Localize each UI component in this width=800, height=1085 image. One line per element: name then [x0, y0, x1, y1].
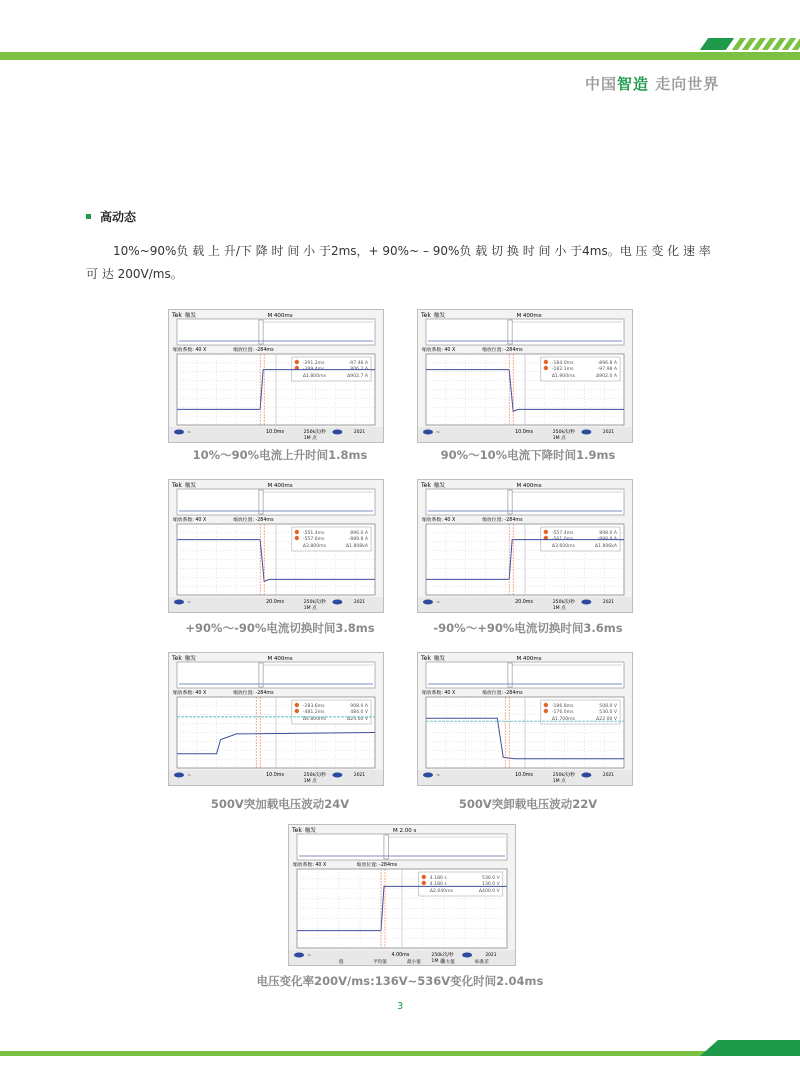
figure-caption: 500V突加载电压波动24V — [210, 797, 350, 811]
cursor-a-icon — [544, 360, 548, 364]
time-per-division: 10.0ms — [515, 430, 533, 435]
coupling-symbol: ~ — [307, 953, 312, 959]
oscilloscope-figure-large — [288, 824, 516, 966]
time-per-division: 10.0ms — [266, 773, 284, 778]
record-length: 1M 点 — [552, 606, 566, 611]
cursor-b-value: -97.98 A — [597, 367, 618, 372]
zoom-position-label: 缩放位置: -284ms — [356, 863, 398, 868]
scope-brand: Tek — [172, 312, 182, 319]
cursor-b-value: -898.8 A — [597, 537, 618, 542]
cursor-delta-value: Δ1.806kA — [594, 544, 618, 549]
figure-caption: -90%～+90%电流切换时间3.6ms — [433, 621, 623, 635]
cursor-a-time: -291.2ms — [302, 361, 325, 366]
cursor-a-icon — [544, 530, 548, 534]
cursor-a-value: 536.0 V — [482, 876, 500, 881]
slogan-part1: 中国 — [585, 75, 618, 93]
cursor-b-value: 136.0 V — [482, 882, 500, 887]
sample-rate: 250k次/秒 — [552, 773, 575, 778]
slogan — [585, 73, 719, 94]
scope-status: 触发 — [185, 313, 197, 319]
channel-1-icon — [174, 600, 184, 605]
measurement-stat-label: 最大值 — [441, 960, 455, 965]
trigger-source-icon — [462, 953, 472, 958]
cursor-a-icon — [295, 360, 299, 364]
zoom-factor-label: 缩放系数: 40 X — [173, 691, 207, 696]
cursor-b-icon — [544, 366, 548, 370]
timestamp: 2021 — [353, 430, 366, 435]
oscilloscope-screen — [289, 825, 515, 965]
oscilloscope-figure — [168, 652, 384, 786]
measurement-stat-label: 标准差 — [475, 960, 489, 965]
zoom-factor-label: 缩放系数: 40 X — [422, 518, 456, 523]
cursor-a-time: -557.4ms — [551, 531, 574, 536]
scope-brand: Tek — [421, 655, 431, 662]
channel-1-icon — [174, 430, 184, 435]
timestamp: 2021 — [602, 430, 615, 435]
trigger-source-icon — [332, 773, 342, 778]
scope-trigger-label: M 400ms — [267, 483, 293, 489]
oscilloscope-figure — [417, 479, 633, 613]
timestamp: 2021 — [602, 773, 615, 778]
channel-1-icon — [423, 773, 433, 778]
scope-brand: Tek — [172, 655, 182, 662]
time-per-division: 4.00ms — [391, 953, 410, 958]
cursor-b-value: 806.2 A — [350, 367, 369, 372]
channel-1-icon — [294, 953, 304, 958]
cursor-a-value: 898.0 A — [599, 531, 618, 536]
timestamp: 2021 — [353, 773, 366, 778]
page-number: 3 — [396, 1001, 404, 1012]
cursor-a-value: -896.8 A — [597, 361, 618, 366]
cursor-delta-time: Δ2.040ms — [429, 889, 453, 894]
coupling-symbol: ~ — [436, 773, 441, 779]
cursor-b-value: -889.8 A — [348, 537, 369, 542]
trigger-source-icon — [581, 430, 591, 435]
scope-trigger-label: M 400ms — [516, 483, 542, 489]
scope-status: 触发 — [185, 483, 197, 489]
zoom-factor-label: 缩放系数: 40 X — [293, 863, 327, 868]
cursor-b-time: -557.6ms — [302, 537, 325, 542]
timestamp: 2021 — [602, 600, 615, 605]
oscilloscope-screen — [418, 653, 632, 785]
cursor-a-value: 896.0 A — [350, 531, 369, 536]
record-length: 1M 点 — [303, 779, 317, 784]
zoom-position-label: 缩放位置: -284ms — [233, 691, 274, 696]
record-length: 1M 点 — [431, 959, 445, 964]
oscilloscope-screen — [418, 480, 632, 612]
cursor-delta-time: Δ3.800ms — [302, 544, 327, 549]
zoom-position-label: 缩放位置: -284ms — [233, 518, 274, 523]
coupling-symbol: ~ — [436, 430, 441, 436]
record-length: 1M 点 — [552, 779, 566, 784]
footer-band — [0, 1051, 712, 1056]
channel-1-icon — [423, 600, 433, 605]
cursor-b-icon — [295, 709, 299, 713]
oscilloscope-screen — [169, 480, 383, 612]
cursor-a-time: -184.0ms — [551, 361, 574, 366]
sample-rate: 250k次/秒 — [303, 600, 326, 605]
sample-rate: 250k次/秒 — [552, 430, 575, 435]
coupling-symbol: ~ — [187, 600, 192, 606]
figure-caption: 90%～10%电流下降时间1.9ms — [440, 448, 616, 462]
coupling-symbol: ~ — [436, 600, 441, 606]
scope-status: 触发 — [434, 656, 446, 662]
cursor-a-icon — [422, 875, 426, 879]
cursor-b-value: 530.0 V — [599, 710, 618, 715]
cursor-a-icon — [295, 530, 299, 534]
cursor-b-time: -289.4ms — [302, 367, 325, 372]
timestamp: 2021 — [353, 600, 366, 605]
channel-1-icon — [423, 430, 433, 435]
zoom-factor-label: 缩放系数: 40 X — [422, 348, 456, 353]
slogan-part2: 走向世界 — [649, 75, 720, 93]
trigger-source-icon — [332, 430, 342, 435]
cursor-delta-time: Δ1.900ms — [551, 374, 576, 379]
cursor-delta-time: Δ3.600ms — [551, 544, 576, 549]
scope-status: 触发 — [185, 656, 197, 662]
scope-trigger-label: M 2.00 s — [392, 828, 417, 834]
cursor-delta-value: Δ400.0 V — [478, 889, 500, 894]
scope-brand: Tek — [421, 312, 431, 319]
scope-trigger-label: M 400ms — [267, 313, 293, 319]
header-stripes — [700, 38, 800, 50]
cursor-a-value: 908.0 A — [350, 704, 369, 709]
measurement-stat-label: 平均值 — [373, 960, 387, 965]
cursor-b-icon — [295, 536, 299, 540]
cursor-delta-value: Δ1.808kA — [345, 544, 369, 549]
time-per-division: 10.0ms — [266, 430, 284, 435]
cursor-a-value: -97.46 A — [348, 361, 369, 366]
sample-rate: 250k次/秒 — [303, 430, 326, 435]
record-length: 1M 点 — [303, 436, 317, 441]
section-title-text: 高动态 — [100, 210, 137, 224]
slogan-highlight: 智造 — [617, 75, 650, 93]
cursor-b-value: 484.0 V — [350, 710, 369, 715]
scope-trigger-label: M 400ms — [267, 656, 293, 662]
scope-status: 触发 — [434, 313, 446, 319]
oscilloscope-screen — [169, 310, 383, 442]
channel-1-icon — [174, 773, 184, 778]
cursor-delta-value: Δ902.0 A — [596, 374, 618, 379]
cursor-delta-value: Δ24.00 V — [347, 717, 369, 722]
scope-status: 触发 — [305, 828, 317, 834]
record-length: 1M 点 — [552, 436, 566, 441]
cursor-a-time: -186.8ms — [551, 704, 574, 709]
trigger-source-icon — [581, 600, 591, 605]
sample-rate: 250k次/秒 — [552, 600, 575, 605]
figure-caption: 500V突卸载电压波动22V — [458, 797, 598, 811]
time-per-division: 10.0ms — [515, 773, 533, 778]
header-band — [0, 52, 800, 60]
scope-trigger-label: M 400ms — [516, 656, 542, 662]
sample-rate: 250k次/秒 — [431, 953, 454, 958]
scope-brand: Tek — [172, 482, 182, 489]
cursor-delta-time: Δ1.800ms — [302, 374, 327, 379]
cursor-a-icon — [295, 703, 299, 707]
cursor-b-icon — [544, 709, 548, 713]
cursor-a-time: -283.6ms — [302, 704, 325, 709]
cursor-b-time: 4.180 s — [429, 882, 447, 887]
time-per-division: 20.0ms — [515, 600, 533, 605]
cursor-b-icon — [422, 881, 426, 885]
oscilloscope-figure — [417, 652, 633, 786]
oscilloscope-figure — [168, 479, 384, 613]
cursor-b-time: -176.0ms — [551, 710, 574, 715]
zoom-factor-label: 缩放系数: 40 X — [422, 691, 456, 696]
zoom-position-label: 缩放位置: -284ms — [482, 691, 523, 696]
cursor-a-time: -551.4ms — [302, 531, 325, 536]
oscilloscope-figure — [168, 309, 384, 443]
cursor-delta-time: Δ1.700ms — [551, 717, 576, 722]
figure-caption: +90%～-90%电流切换时间3.8ms — [185, 621, 375, 635]
scope-brand: Tek — [292, 827, 302, 834]
coupling-symbol: ~ — [187, 430, 192, 436]
coupling-symbol: ~ — [187, 773, 192, 779]
cursor-b-time: -481.2ms — [302, 710, 325, 715]
figure-caption: 10%～90%电流上升时间1.8ms — [192, 448, 368, 462]
scope-trigger-label: M 400ms — [516, 313, 542, 319]
cursor-delta-value: Δ22.00 V — [596, 717, 618, 722]
oscilloscope-screen — [418, 310, 632, 442]
zoom-position-label: 缩放位置: -284ms — [233, 348, 274, 353]
sample-rate: 250k次/秒 — [303, 773, 326, 778]
measurement-stat-label: 最小值 — [407, 960, 421, 965]
cursor-a-time: 4.180 s — [429, 876, 447, 881]
section-paragraph: 10%~90%负 载 上 升/下 降 时 间 小 于2ms，+ 90%~ – 90%负 载 切 换 时 间 小 于4ms。电 压 变 化 速 率 可 达 200V/ms。 — [86, 244, 711, 281]
cursor-a-icon — [544, 703, 548, 707]
cursor-delta-time: Δ4.800ms — [302, 717, 327, 722]
oscilloscope-screen — [169, 653, 383, 785]
cursor-b-time: -561.0ms — [551, 537, 574, 542]
figure-caption: 电压变化率200V/ms:136V~536V变化时间2.04ms — [256, 974, 544, 988]
oscilloscope-figure — [417, 309, 633, 443]
zoom-factor-label: 缩放系数: 40 X — [173, 348, 207, 353]
time-per-division: 20.0ms — [266, 600, 284, 605]
trigger-source-icon — [332, 600, 342, 605]
zoom-position-label: 缩放位置: -284ms — [482, 348, 523, 353]
square-bullet-icon — [86, 214, 91, 219]
footer-stripes — [0, 1037, 800, 1051]
measurement-stat-label: 值 — [339, 960, 344, 965]
timestamp: 2021 — [485, 953, 497, 958]
scope-brand: Tek — [421, 482, 431, 489]
zoom-position-label: 缩放位置: -284ms — [482, 518, 523, 523]
cursor-a-value: 508.0 V — [599, 704, 618, 709]
scope-status: 触发 — [434, 483, 446, 489]
section-title — [86, 208, 136, 225]
trigger-source-icon — [581, 773, 591, 778]
record-length: 1M 点 — [303, 606, 317, 611]
cursor-delta-value: Δ902.7 A — [347, 374, 369, 379]
zoom-factor-label: 缩放系数: 40 X — [173, 518, 207, 523]
cursor-b-time: -182.1ms — [551, 367, 574, 372]
